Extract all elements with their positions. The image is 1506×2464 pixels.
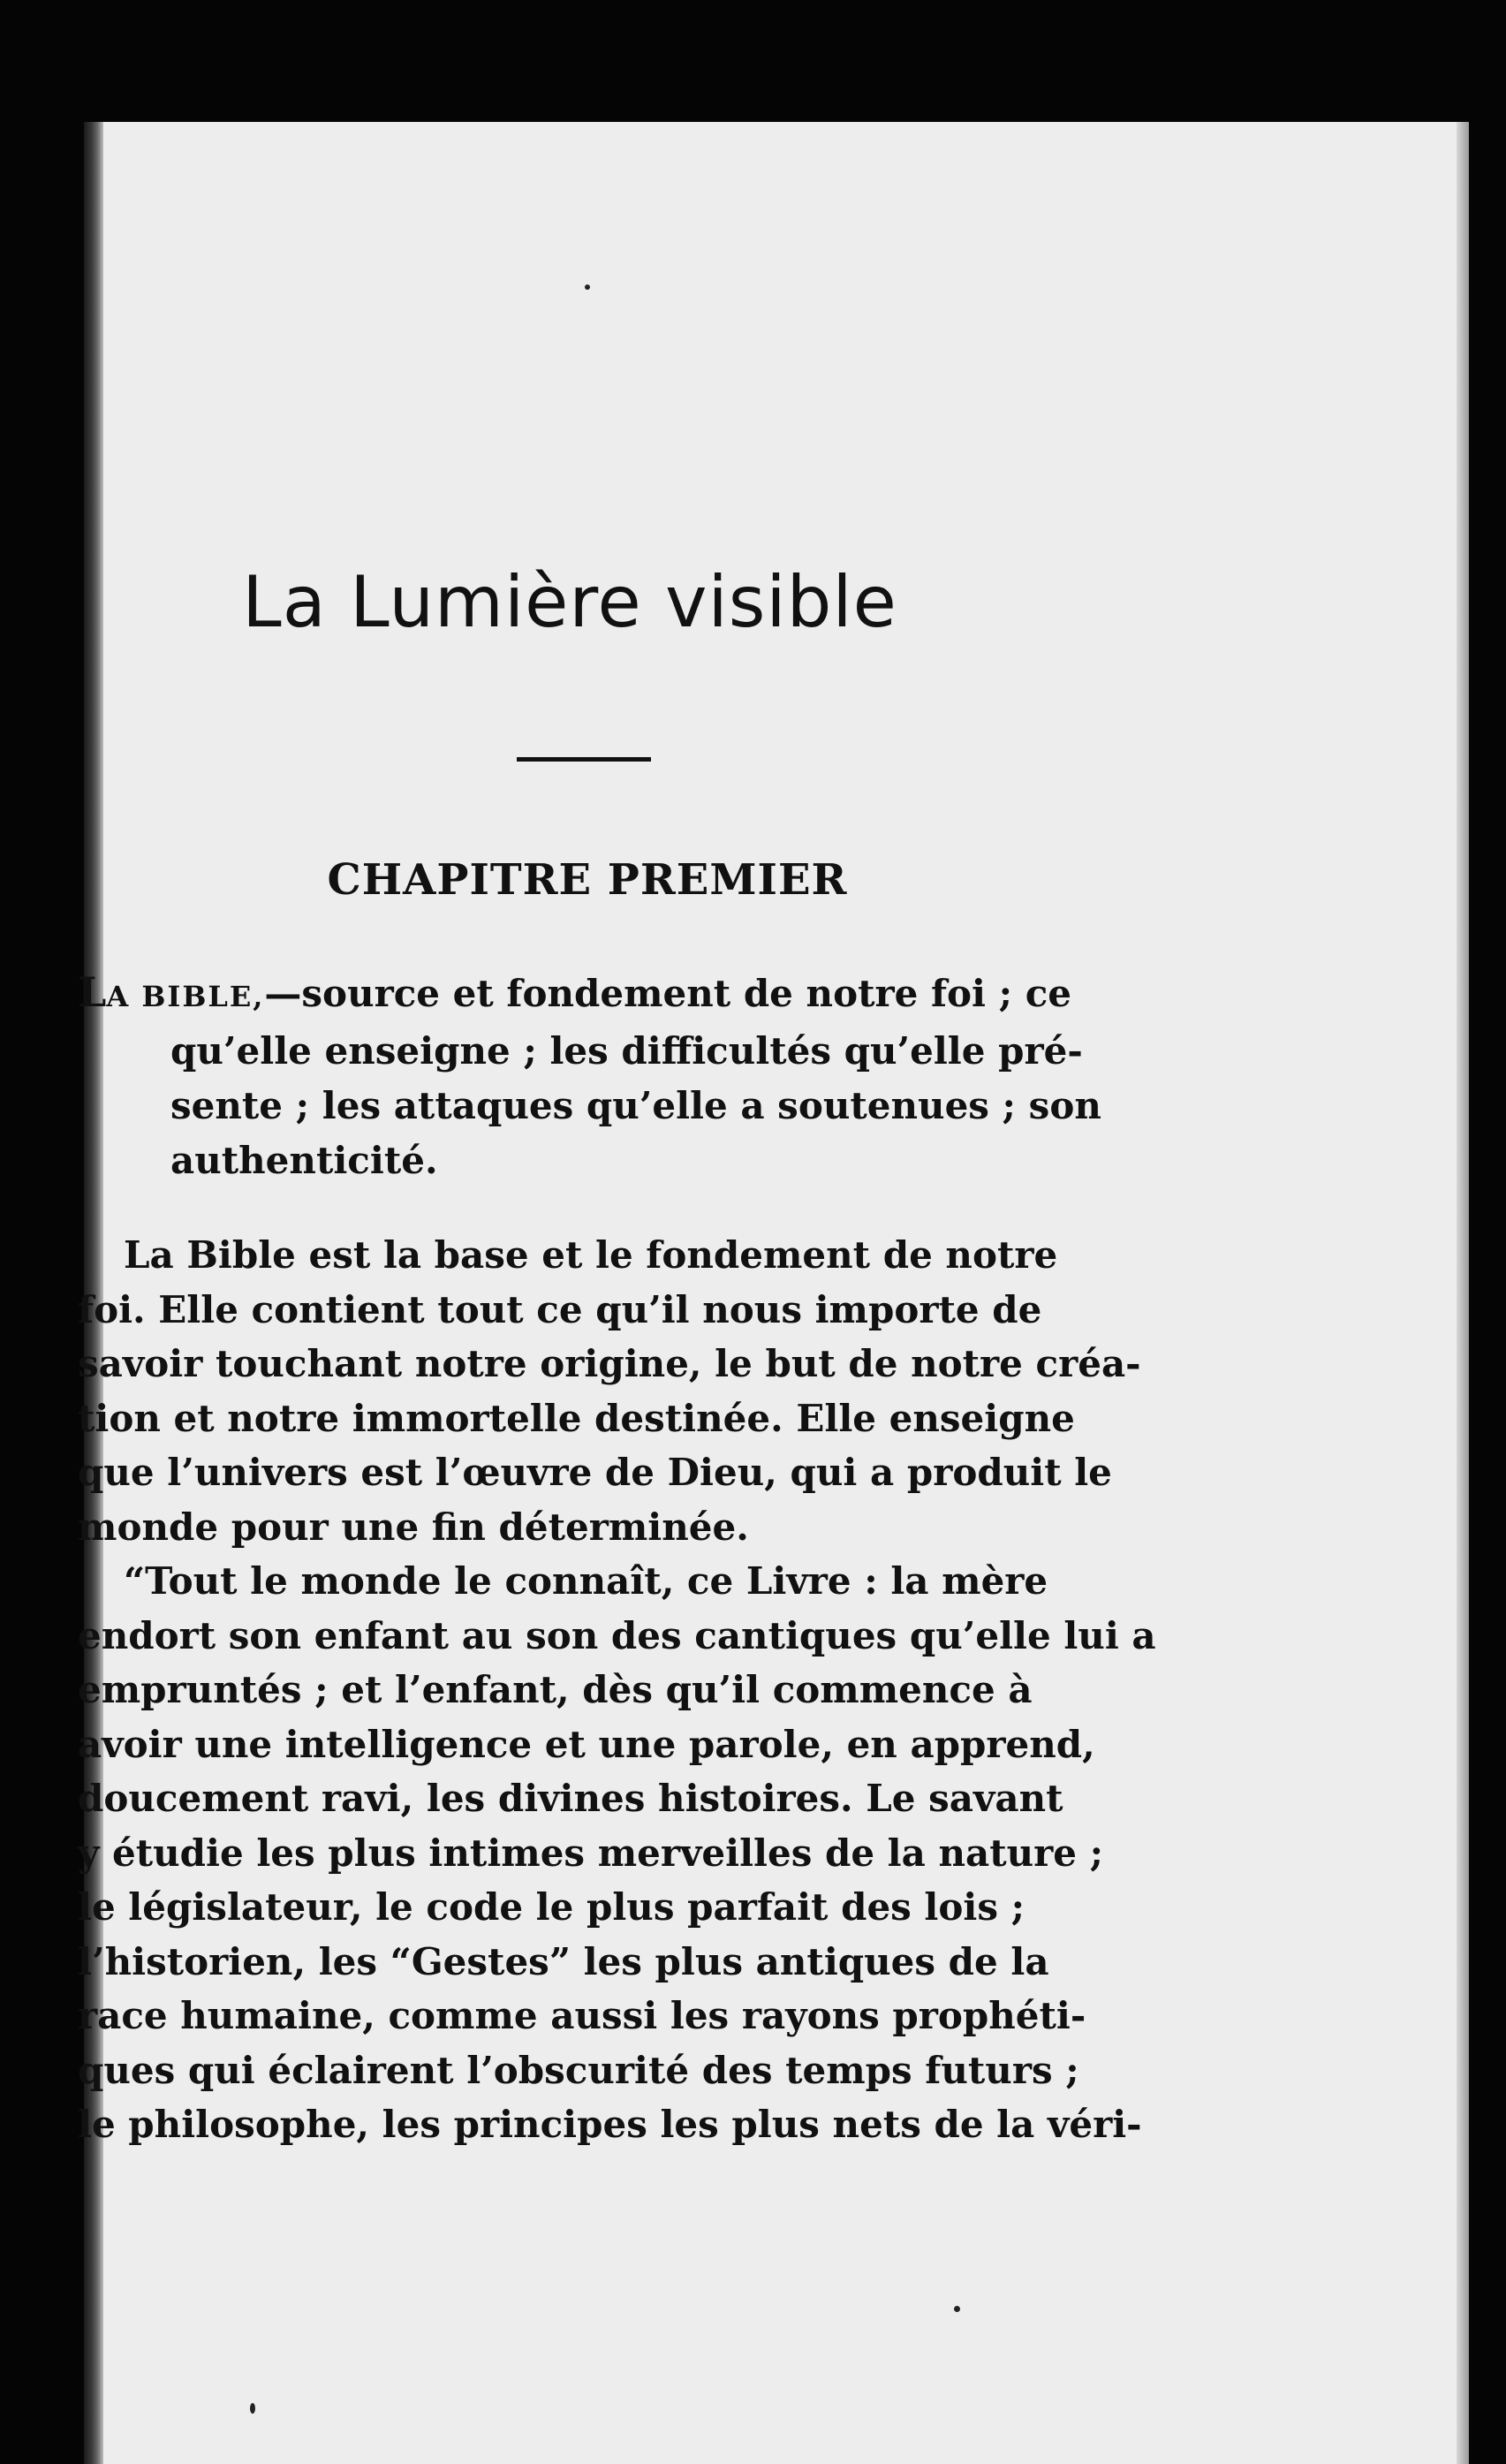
body-line: race humaine, comme aussi les rayons prophéti- (78, 1994, 1086, 2037)
summary-line-text: —source et fondement de notre foi ; ce (264, 972, 1072, 1015)
body-line: foi. Elle contient tout ce qu’il nous importe de (78, 1287, 1042, 1331)
body-paragraphs (78, 1228, 1156, 2152)
body-line: le législateur, le code le plus parfait des lois ; (78, 1885, 1025, 1929)
scan-speck (954, 2306, 960, 2312)
summary-lead-smallcaps: A BIBLE, (106, 980, 265, 1013)
body-line: ques qui éclairent l’obscurité des temps futurs ; (78, 2048, 1079, 2092)
summary-line: sente ; les attaques qu’elle a soutenues ; son (170, 1084, 1101, 1127)
body-line: tion et notre immortelle destinée. Elle enseigne (78, 1396, 1075, 1440)
title-rule (517, 757, 651, 762)
body-line: endort son enfant au son des cantiques qu’elle lui a (78, 1613, 1156, 1657)
page-title: La Lumière visible (242, 561, 897, 643)
body-line: le philosophe, les principes les plus nets de la véri- (78, 2103, 1142, 2146)
scan-speck (585, 284, 590, 290)
chapter-heading: CHAPITRE PREMIER (327, 855, 848, 905)
body-line: monde pour une fin déterminée. (78, 1505, 749, 1549)
summary-line (78, 965, 1085, 1024)
body-line: avoir une intelligence et une parole, en apprend, (78, 1722, 1095, 1766)
body-line: doucement ravi, les divines histoires. Le savant (78, 1777, 1063, 1820)
body-line: “Tout le monde le connaît, ce Livre : la mère (124, 1559, 1048, 1603)
body-line: que l’univers est l’œuvre de Dieu, qui a produit le (78, 1451, 1112, 1494)
summary-lead-initial: L (78, 968, 107, 1016)
summary-line: qu’elle enseigne ; les difficultés qu’elle pré- (170, 1029, 1083, 1073)
summary-line: authenticité. (170, 1139, 438, 1182)
body-line: empruntés ; et l’enfant, dès qu’il commence à (78, 1668, 1033, 1711)
body-line: l’historien, les “Gestes” les plus antiques de la (78, 1939, 1049, 1983)
scan-speck (250, 2403, 255, 2414)
body-line: La Bible est la base et le fondement de notre (124, 1233, 1058, 1277)
body-line: y étudie les plus intimes merveilles de la nature ; (78, 1831, 1104, 1875)
body-line: savoir touchant notre origine, le but de notre créa- (78, 1342, 1141, 1385)
chapter-summary (78, 965, 1101, 1188)
